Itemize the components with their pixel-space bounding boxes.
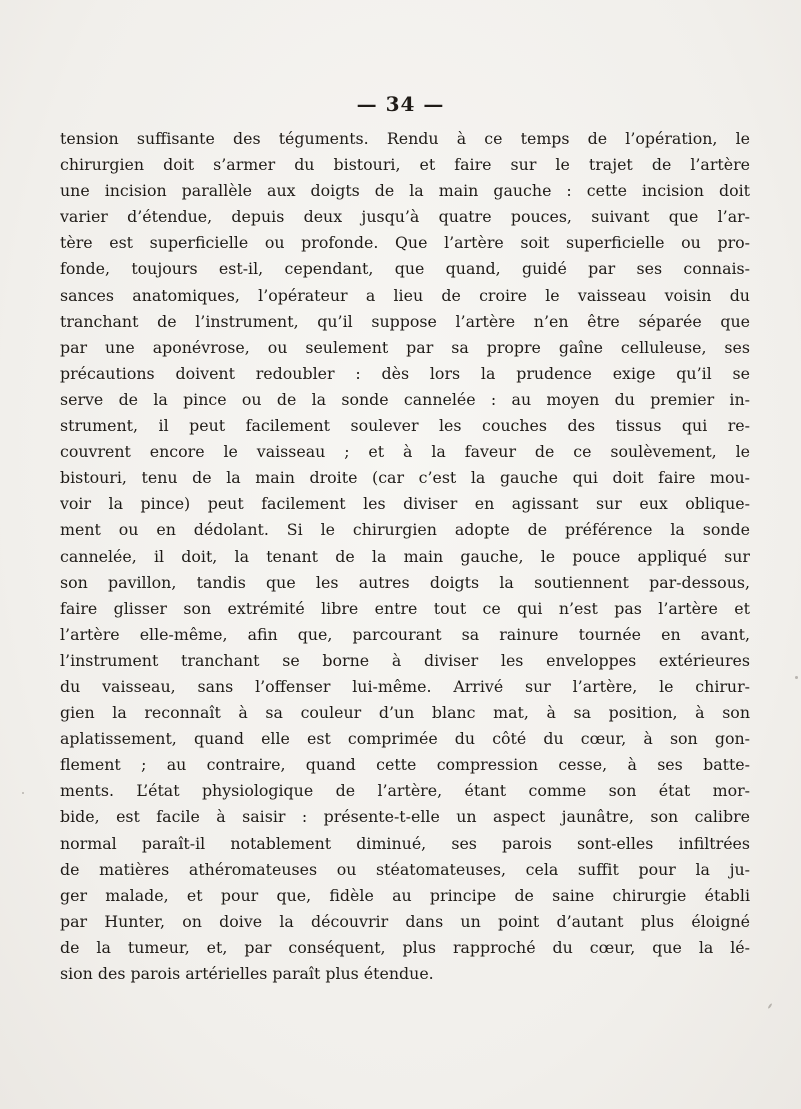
text-line: du vaisseau, sans l’offenser lui-même. Arrivé sur l’artère, le chirur- [60, 676, 750, 696]
text-line: voir la pince) peut facilement les diviser en agissant sur eux oblique- [60, 494, 750, 514]
paper-speck [22, 792, 24, 794]
text-line: cannelée, il doit, la tenant de la main gauche, le pouce appliqué sur [60, 546, 750, 566]
page-number: — 34 — [356, 92, 445, 116]
text-line: varier d’étendue, depuis deux jusqu’à quatre pouces, suivant que l’ar- [60, 207, 750, 227]
text-line: de matières athéromateuses ou stéatomateuses, cela suffit pour la ju- [60, 859, 750, 879]
text-line: flement ; au contraire, quand cette compression cesse, à ses batte- [60, 755, 750, 775]
text-line: normal paraît-il notablement diminué, ses parois sont-elles infiltrées [60, 833, 750, 853]
text-line: fonde, toujours est-il, cependant, que quand, guidé par ses connais- [60, 259, 750, 279]
text-line: ments. L’état physiologique de l’artère, étant comme son état mor- [60, 781, 750, 801]
text-line: une incision parallèle aux doigts de la main gauche : cette incision doit [60, 181, 750, 201]
text-line: bide, est facile à saisir : présente-t-elle un aspect jaunâtre, son calibre [60, 807, 750, 827]
text-line: précautions doivent redoubler : dès lors la prudence exige qu’il se [60, 363, 750, 383]
text-line: sances anatomiques, l’opérateur a lieu de croire le vaisseau voisin du [60, 285, 750, 305]
body-text [60, 126, 750, 987]
text-line: gien la reconnaît à sa couleur d’un blanc mat, à sa position, à son [60, 703, 750, 723]
text-line: faire glisser son extrémité libre entre tout ce qui n’est pas l’artère et [60, 598, 750, 618]
text-line: aplatissement, quand elle est comprimée du côté du cœur, à son gon- [60, 729, 750, 749]
text-line: l’instrument tranchant se borne à diviser les enveloppes extérieures [60, 650, 750, 670]
text-line: tension suffisante des téguments. Rendu à ce temps de l’opération, le [60, 129, 750, 148]
text-line: couvrent encore le vaisseau ; et à la faveur de ce soulèvement, le [60, 442, 750, 462]
text-line: chirurgien doit s’armer du bistouri, et faire sur le trajet de l’artère [60, 155, 750, 175]
text-line: de la tumeur, et, par conséquent, plus rapproché du cœur, que la lé- [60, 937, 750, 957]
text-line: sion des parois artérielles paraît plus étendue. [60, 964, 434, 983]
text-line: par Hunter, on doive la découvrir dans un point d’autant plus éloigné [60, 911, 750, 931]
text-line: l’artère elle-même, afin que, parcourant sa rainure tournée en avant, [60, 624, 750, 644]
text-line: strument, il peut facilement soulever les couches des tissus qui re- [60, 416, 750, 436]
text-line: par une aponévrose, ou seulement par sa propre gaîne celluleuse, ses [60, 337, 750, 357]
text-line: ment ou en dédolant. Si le chirurgien adopte de préférence la sonde [60, 520, 750, 540]
text-line: tère est superficielle ou profonde. Que l’artère soit superficielle ou pro- [60, 233, 750, 253]
paper-speck [795, 676, 798, 679]
text-line: bistouri, tenu de la main droite (car c’est la gauche qui doit faire mou- [60, 468, 750, 488]
paper-speck [767, 1003, 772, 1009]
text-line: tranchant de l’instrument, qu’il suppose l’artère n’en être séparée que [60, 311, 750, 331]
text-line: ger malade, et pour que, fidèle au principe de saine chirurgie établi [60, 885, 750, 905]
text-line: serve de la pince ou de la sonde cannelée : au moyen du premier in- [60, 389, 750, 409]
text-line: son pavillon, tandis que les autres doigts la soutiennent par-dessous, [60, 572, 750, 592]
